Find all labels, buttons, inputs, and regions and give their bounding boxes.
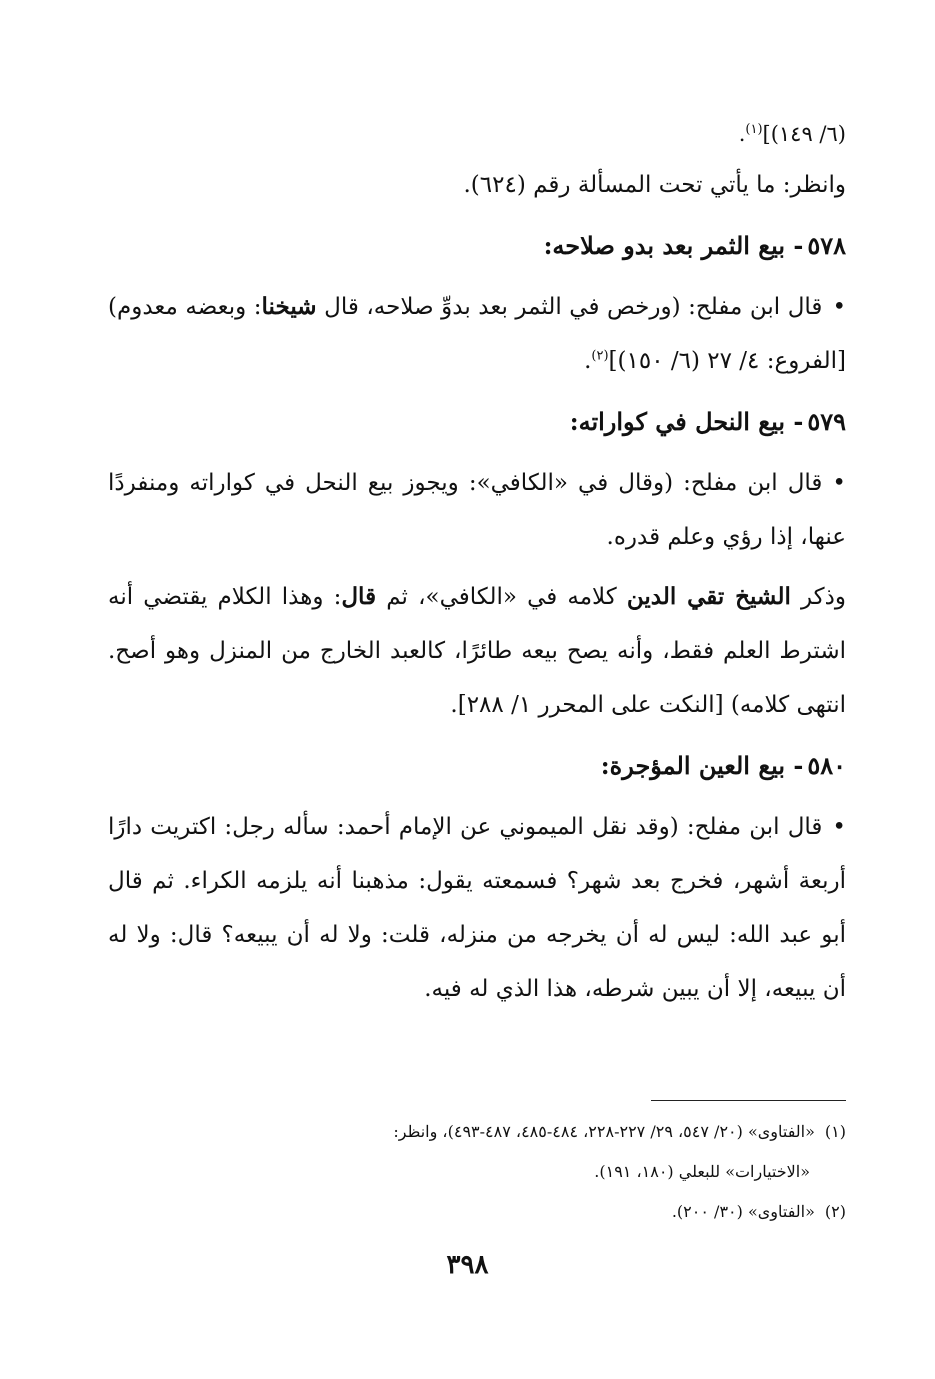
- footnote-text: «الفتاوى» (٢٠/ ٥٤٧، ٢٩/ ٢٢٧-٢٢٨، ٤٨٤-٤٨٥، ٤٨٧-٤٩٣)، وانظر:: [393, 1122, 815, 1141]
- footnote-1: [108, 1112, 846, 1152]
- footnote-number: (١): [824, 1122, 846, 1141]
- section-580-paragraph: [108, 800, 846, 1016]
- section-number: ٥٨٠: [807, 751, 846, 780]
- section-heading-579: [108, 392, 846, 452]
- text-run: كلامه في «الكافي»، ثم: [376, 584, 627, 610]
- bullet-icon: •: [832, 294, 847, 320]
- text-run: قال ابن مفلح: (ورخص في الثمر بعد بدوِّ صلاحه، قال: [316, 294, 823, 320]
- bold-term: قال: [341, 583, 377, 610]
- section-578-paragraph: [108, 280, 846, 388]
- text-run: : وهذا الكلام يقتضي أنه اشترط العلم فقط، وأنه يصح بيعه طائرًا، كالعبد الخارج من المنزل وهو أصح. انتهى كلامه) [النكت على المحرر ١/ ٢٨٨].: [108, 584, 846, 718]
- section-number: ٥٧٨: [807, 231, 846, 260]
- footnote-number: (٢): [824, 1202, 846, 1221]
- section-heading-578: [108, 216, 846, 276]
- bullet-icon: •: [832, 470, 846, 496]
- reference-text: (٦/ ١٤٩)]: [762, 122, 846, 146]
- section-title: - بيع الثمر بعد بدو صلاحه:: [543, 231, 804, 260]
- text-run: قال ابن مفلح: (وقد نقل الميموني عن الإمام أحمد: سأله رجل: اكتريت دارًا أربعة أشهر، فخرج بعد شهر؟ فسمعته يقول: مذهبنا أنه يلزمه الكراء. ثم قال أبو عبد الله: ليس له أن يخرجه من منزله، قلت: ولا له أن يبيعه؟ قال: ولا له أن يبيعه، إلا أن يبين شرطه، هذا الذي له فيه.: [108, 814, 846, 1002]
- footnote-text: «الفتاوى» (٣٠/ ٢٠٠).: [671, 1202, 815, 1221]
- footnotes: [108, 1112, 846, 1232]
- section-579-paragraph-1: [108, 456, 846, 564]
- bullet-icon: •: [832, 814, 846, 840]
- period: .: [584, 348, 592, 374]
- page-body: [108, 110, 846, 1016]
- section-title: - بيع العين المؤجرة:: [600, 751, 804, 780]
- text-run: وذكر: [790, 584, 846, 610]
- continuation-line: [108, 110, 846, 158]
- footnote-divider: [651, 1100, 846, 1101]
- section-heading-580: [108, 736, 846, 796]
- footnote-ref-1: (١): [745, 122, 763, 137]
- footnote-1-continuation: «الاختيارات» للبعلي (١٨٠، ١٩١).: [594, 1162, 810, 1181]
- bold-term: شيخنا: [261, 293, 317, 320]
- bold-term: الشيخ تقي الدين: [626, 583, 791, 610]
- section-title: - بيع النحل في كواراته:: [569, 407, 804, 436]
- intro-paragraph: وانظر: ما يأتي تحت المسألة رقم (٦٢٤).: [463, 172, 846, 198]
- text-run: : وبعضه معدوم) [الفروع: ٤/ ٢٧ (٦/ ١٥٠)]: [108, 294, 846, 374]
- page-number: ٣٩٨: [446, 1250, 489, 1280]
- section-number: ٥٧٩: [807, 407, 846, 436]
- section-579-paragraph-2: [108, 570, 846, 732]
- period: .: [738, 122, 746, 146]
- footnote-ref-2: (٢): [591, 348, 609, 364]
- footnote-2: [108, 1192, 846, 1232]
- text-run: قال ابن مفلح: (وقال في «الكافي»: ويجوز بيع النحل في كواراته ومنفردًا عنها، إذا رؤي وعلم قدره.: [108, 470, 846, 550]
